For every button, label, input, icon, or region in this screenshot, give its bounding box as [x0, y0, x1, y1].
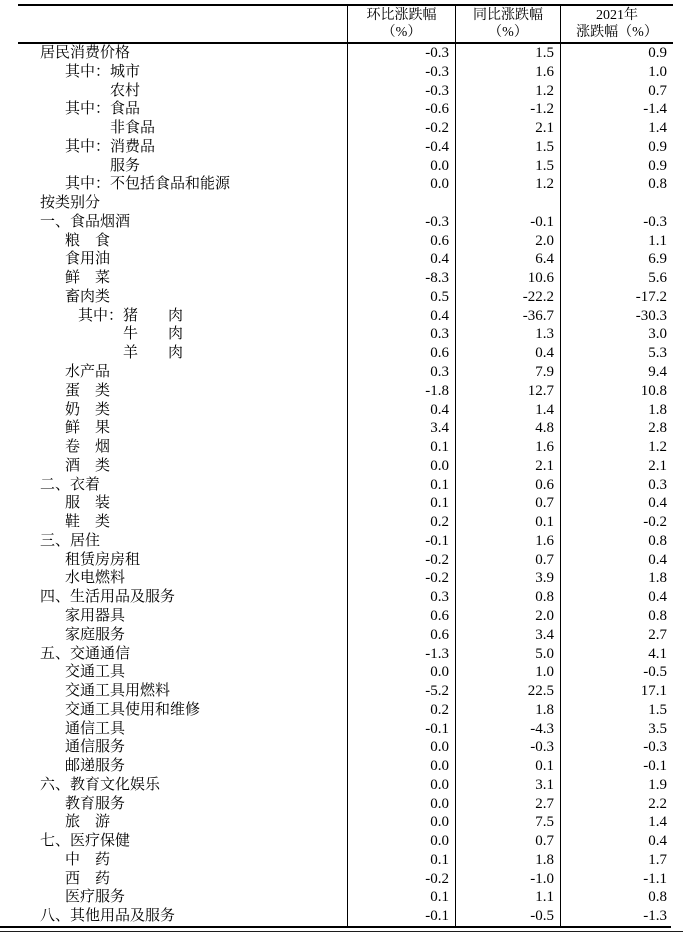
- cell-yoy-change: 0.7: [455, 832, 560, 851]
- cell-2021-change: 0.8: [560, 607, 673, 626]
- cell-2021-change: -0.3: [560, 213, 673, 232]
- cell-mom-change: -0.3: [347, 82, 455, 101]
- cell-2021-change: 2.7: [560, 626, 673, 645]
- cell-yoy-change: 2.1: [455, 119, 560, 138]
- cell-yoy-change: -1.2: [455, 100, 560, 119]
- cell-2021-change: -0.2: [560, 513, 673, 532]
- cell-2021-change: 0.9: [560, 44, 673, 63]
- row-label: 其中：消费品: [65, 138, 156, 155]
- header-2021-line2: 涨跌幅（%）: [576, 25, 658, 40]
- cell-mom-change: 0.0: [347, 795, 455, 814]
- cell-yoy-change: 5.0: [455, 645, 560, 664]
- row-label: 六、教育文化娱乐: [40, 776, 161, 793]
- cell-2021-change: 0.8: [560, 888, 673, 907]
- table-row: [18, 626, 673, 645]
- table-row: [18, 119, 673, 138]
- row-label: 三、居住: [40, 532, 101, 549]
- cell-yoy-change: 1.5: [455, 138, 560, 157]
- row-label: 粮 食: [65, 232, 111, 249]
- table-row: [18, 682, 673, 701]
- cell-yoy-change: 6.4: [455, 250, 560, 269]
- cell-2021-change: 4.1: [560, 645, 673, 664]
- cell-2021-change: 0.8: [560, 532, 673, 551]
- cell-2021-change: [560, 194, 673, 213]
- table-row: [18, 100, 673, 119]
- table-bottom-rule: [0, 926, 671, 928]
- cell-2021-change: 1.1: [560, 232, 673, 251]
- cell-2021-change: 0.4: [560, 588, 673, 607]
- cell-yoy-change: 1.5: [455, 44, 560, 63]
- cell-mom-change: 0.4: [347, 307, 455, 326]
- table-row: [18, 532, 673, 551]
- row-label: 中 药: [65, 851, 111, 868]
- cell-mom-change: 0.6: [347, 607, 455, 626]
- cell-2021-change: 1.7: [560, 851, 673, 870]
- table-row: [18, 476, 673, 495]
- cell-mom-change: 0.1: [347, 476, 455, 495]
- table-row: [18, 325, 673, 344]
- cell-yoy-change: 0.8: [455, 588, 560, 607]
- cell-yoy-change: 0.1: [455, 513, 560, 532]
- page-bottom-edge: [0, 931, 683, 932]
- cell-mom-change: 0.1: [347, 438, 455, 457]
- row-label: 畜肉类: [65, 288, 111, 305]
- cell-mom-change: 0.6: [347, 344, 455, 363]
- table-row: [18, 138, 673, 157]
- cell-mom-change: -0.1: [347, 907, 455, 926]
- row-label: 邮递服务: [65, 758, 126, 775]
- row-label: 按类别分: [40, 195, 101, 212]
- cell-yoy-change: -0.3: [455, 738, 560, 757]
- cell-mom-change: -0.2: [347, 551, 455, 570]
- cell-mom-change: -0.4: [347, 138, 455, 157]
- cpi-table: [18, 4, 673, 926]
- cell-2021-change: 5.6: [560, 269, 673, 288]
- row-label: 食用油: [65, 251, 111, 268]
- cell-mom-change: 0.0: [347, 457, 455, 476]
- table-row: [18, 457, 673, 476]
- cell-mom-change: 0.0: [347, 776, 455, 795]
- cell-yoy-change: 0.7: [455, 494, 560, 513]
- header-yoy-line2: （%）: [488, 25, 528, 40]
- cell-mom-change: 0.3: [347, 363, 455, 382]
- cell-yoy-change: 2.0: [455, 232, 560, 251]
- cell-mom-change: 0.0: [347, 175, 455, 194]
- table-row: [18, 307, 673, 326]
- cell-mom-change: 0.0: [347, 757, 455, 776]
- row-label: 酒 类: [65, 457, 111, 474]
- row-label: 西 药: [65, 870, 111, 887]
- table-row: [18, 157, 673, 176]
- header-yoy-change: [455, 6, 560, 42]
- cell-yoy-change: 1.2: [455, 82, 560, 101]
- table-row: [18, 82, 673, 101]
- cell-yoy-change: 1.8: [455, 851, 560, 870]
- row-label: 五、交通通信: [40, 645, 131, 662]
- cell-mom-change: -0.3: [347, 44, 455, 63]
- cell-yoy-change: 1.6: [455, 532, 560, 551]
- cell-2021-change: -30.3: [560, 307, 673, 326]
- header-2021-line1: 2021年: [596, 8, 638, 23]
- header-row-label-column: [18, 6, 347, 42]
- table-row: [18, 851, 673, 870]
- cell-yoy-change: 10.6: [455, 269, 560, 288]
- table-row: [18, 663, 673, 682]
- cell-mom-change: -0.1: [347, 720, 455, 739]
- cell-mom-change: 0.2: [347, 701, 455, 720]
- cell-2021-change: 0.9: [560, 157, 673, 176]
- cell-mom-change: 0.6: [347, 626, 455, 645]
- row-label: 羊 肉: [123, 345, 184, 362]
- cell-2021-change: 2.8: [560, 419, 673, 438]
- cell-2021-change: 0.4: [560, 832, 673, 851]
- table-row: [18, 175, 673, 194]
- cell-2021-change: -0.1: [560, 757, 673, 776]
- cell-mom-change: -1.3: [347, 645, 455, 664]
- header-mom-line1: 环比涨跌幅: [366, 8, 437, 23]
- row-label: 服 装: [65, 495, 111, 512]
- table-row: [18, 701, 673, 720]
- table-row: [18, 888, 673, 907]
- cell-2021-change: 3.0: [560, 325, 673, 344]
- cell-2021-change: 1.8: [560, 401, 673, 420]
- cell-mom-change: 0.0: [347, 157, 455, 176]
- cell-2021-change: 1.5: [560, 701, 673, 720]
- row-label: 交通工具使用和维修: [65, 701, 201, 718]
- table-row: [18, 382, 673, 401]
- cell-yoy-change: 3.1: [455, 776, 560, 795]
- table-row: [18, 738, 673, 757]
- row-label: 七、医疗保健: [40, 833, 131, 850]
- row-label: 鞋 类: [65, 514, 111, 531]
- row-label: 医疗服务: [65, 889, 126, 906]
- cell-2021-change: -1.4: [560, 100, 673, 119]
- row-label: 水产品: [65, 364, 111, 381]
- cell-yoy-change: 0.7: [455, 551, 560, 570]
- table-header-row: [18, 4, 673, 44]
- cell-mom-change: [347, 194, 455, 213]
- row-label: 旅 游: [65, 814, 111, 831]
- cell-mom-change: -0.6: [347, 100, 455, 119]
- cell-yoy-change: 0.6: [455, 476, 560, 495]
- cell-2021-change: -1.3: [560, 907, 673, 926]
- cell-yoy-change: 12.7: [455, 382, 560, 401]
- cell-mom-change: -0.3: [347, 63, 455, 82]
- row-label: 服务: [110, 157, 141, 174]
- cell-mom-change: 0.0: [347, 663, 455, 682]
- row-label: 家用器具: [65, 607, 126, 624]
- cell-mom-change: -8.3: [347, 269, 455, 288]
- cell-mom-change: 0.3: [347, 325, 455, 344]
- row-label: 农村: [110, 82, 141, 99]
- cell-2021-change: -0.5: [560, 663, 673, 682]
- table-row: [18, 645, 673, 664]
- cell-mom-change: -0.2: [347, 119, 455, 138]
- cell-mom-change: 0.0: [347, 813, 455, 832]
- cell-2021-change: 0.3: [560, 476, 673, 495]
- cell-mom-change: 0.4: [347, 250, 455, 269]
- cell-mom-change: 0.1: [347, 494, 455, 513]
- table-row: [18, 194, 673, 213]
- table-row: [18, 401, 673, 420]
- table-row: [18, 720, 673, 739]
- cell-mom-change: 0.1: [347, 851, 455, 870]
- header-2021-change: [560, 6, 673, 42]
- row-label: 通信工具: [65, 720, 126, 737]
- row-label: 水电燃料: [65, 570, 126, 587]
- cell-yoy-change: 1.8: [455, 701, 560, 720]
- cell-2021-change: -17.2: [560, 288, 673, 307]
- cell-yoy-change: 3.4: [455, 626, 560, 645]
- row-label: 奶 类: [65, 401, 111, 418]
- table-row: [18, 588, 673, 607]
- table-row: [18, 832, 673, 851]
- cell-mom-change: 3.4: [347, 419, 455, 438]
- row-label: 教育服务: [65, 795, 126, 812]
- row-label: 八、其他用品及服务: [40, 908, 176, 925]
- row-label: 交通工具: [65, 664, 126, 681]
- table-row: [18, 776, 673, 795]
- table-row: [18, 494, 673, 513]
- cell-yoy-change: -36.7: [455, 307, 560, 326]
- cell-2021-change: 17.1: [560, 682, 673, 701]
- cell-yoy-change: -0.1: [455, 213, 560, 232]
- cell-yoy-change: 1.0: [455, 663, 560, 682]
- cell-yoy-change: -0.5: [455, 907, 560, 926]
- cell-2021-change: 2.1: [560, 457, 673, 476]
- table-row: [18, 438, 673, 457]
- cell-yoy-change: 1.1: [455, 888, 560, 907]
- header-yoy-line1: 同比涨跌幅: [473, 8, 543, 23]
- row-label: 一、食品烟酒: [40, 213, 131, 230]
- cell-mom-change: -5.2: [347, 682, 455, 701]
- table-row: [18, 63, 673, 82]
- cell-2021-change: 1.8: [560, 569, 673, 588]
- header-mom-line2: （%）: [381, 25, 422, 40]
- cell-2021-change: 0.8: [560, 175, 673, 194]
- cell-yoy-change: 2.1: [455, 457, 560, 476]
- row-label: 交通工具用燃料: [65, 683, 171, 700]
- cell-yoy-change: -22.2: [455, 288, 560, 307]
- table-body: [18, 44, 673, 926]
- cell-yoy-change: 7.9: [455, 363, 560, 382]
- table-row: [18, 44, 673, 63]
- cell-mom-change: -1.8: [347, 382, 455, 401]
- table-row: [18, 569, 673, 588]
- cell-yoy-change: [455, 194, 560, 213]
- row-label: 鲜 果: [65, 420, 111, 437]
- cell-mom-change: -0.3: [347, 213, 455, 232]
- table-row: [18, 344, 673, 363]
- cell-mom-change: 0.4: [347, 401, 455, 420]
- cell-mom-change: 0.3: [347, 588, 455, 607]
- row-label: 二、衣着: [40, 476, 101, 493]
- table-row: [18, 551, 673, 570]
- cell-mom-change: 0.6: [347, 232, 455, 251]
- cell-2021-change: 1.2: [560, 438, 673, 457]
- cell-2021-change: 5.3: [560, 344, 673, 363]
- table-row: [18, 213, 673, 232]
- header-mom-change: [347, 6, 455, 42]
- row-label: 通信服务: [65, 739, 126, 756]
- cell-2021-change: 0.9: [560, 138, 673, 157]
- cell-yoy-change: 3.9: [455, 569, 560, 588]
- table-row: [18, 795, 673, 814]
- cell-2021-change: 1.9: [560, 776, 673, 795]
- cell-2021-change: -1.1: [560, 870, 673, 889]
- table-row: [18, 232, 673, 251]
- cell-mom-change: 0.5: [347, 288, 455, 307]
- cell-yoy-change: 0.4: [455, 344, 560, 363]
- cell-2021-change: 0.4: [560, 551, 673, 570]
- row-label: 其中：食品: [65, 101, 141, 118]
- table-row: [18, 907, 673, 926]
- cell-yoy-change: 1.5: [455, 157, 560, 176]
- cell-2021-change: 1.0: [560, 63, 673, 82]
- table-row: [18, 870, 673, 889]
- table-row: [18, 269, 673, 288]
- cell-2021-change: 6.9: [560, 250, 673, 269]
- cell-yoy-change: 4.8: [455, 419, 560, 438]
- cell-mom-change: -0.1: [347, 532, 455, 551]
- row-label: 蛋 类: [65, 382, 111, 399]
- cell-2021-change: 0.4: [560, 494, 673, 513]
- cell-yoy-change: 1.2: [455, 175, 560, 194]
- cell-yoy-change: 22.5: [455, 682, 560, 701]
- table-row: [18, 513, 673, 532]
- table-row: [18, 250, 673, 269]
- cell-2021-change: -0.3: [560, 738, 673, 757]
- cell-yoy-change: 1.6: [455, 438, 560, 457]
- cell-yoy-change: 1.3: [455, 325, 560, 344]
- cell-yoy-change: 2.0: [455, 607, 560, 626]
- table-row: [18, 757, 673, 776]
- row-label: 牛 肉: [123, 326, 184, 343]
- cell-yoy-change: -1.0: [455, 870, 560, 889]
- cell-yoy-change: -4.3: [455, 720, 560, 739]
- table-row: [18, 288, 673, 307]
- row-label: 鲜 菜: [65, 270, 111, 287]
- row-label: 居民消费价格: [40, 45, 131, 61]
- table-row: [18, 813, 673, 832]
- cell-yoy-change: 1.6: [455, 63, 560, 82]
- cell-2021-change: 9.4: [560, 363, 673, 382]
- cell-yoy-change: 0.1: [455, 757, 560, 776]
- row-label: 租赁房房租: [65, 551, 141, 568]
- table-row: [18, 419, 673, 438]
- row-label: 其中：猪 肉: [78, 307, 184, 324]
- cell-mom-change: 0.1: [347, 888, 455, 907]
- cell-2021-change: 1.4: [560, 813, 673, 832]
- cell-mom-change: 0.0: [347, 738, 455, 757]
- table-row: [18, 363, 673, 382]
- row-label: 家庭服务: [65, 626, 126, 643]
- cell-2021-change: 2.2: [560, 795, 673, 814]
- cell-mom-change: 0.0: [347, 832, 455, 851]
- row-label: 四、生活用品及服务: [40, 589, 176, 606]
- cell-2021-change: 3.5: [560, 720, 673, 739]
- cell-2021-change: 10.8: [560, 382, 673, 401]
- row-label: 卷 烟: [65, 439, 111, 456]
- cell-2021-change: 0.7: [560, 82, 673, 101]
- cell-yoy-change: 1.4: [455, 401, 560, 420]
- cell-yoy-change: 7.5: [455, 813, 560, 832]
- cell-mom-change: -0.2: [347, 870, 455, 889]
- row-label: 其中：城市: [65, 63, 141, 80]
- cell-mom-change: -0.2: [347, 569, 455, 588]
- cell-yoy-change: 2.7: [455, 795, 560, 814]
- cell-2021-change: 1.4: [560, 119, 673, 138]
- row-label: 非食品: [110, 120, 156, 137]
- row-label: 其中：不包括食品和能源: [65, 176, 231, 193]
- table-row: [18, 607, 673, 626]
- cell-mom-change: 0.2: [347, 513, 455, 532]
